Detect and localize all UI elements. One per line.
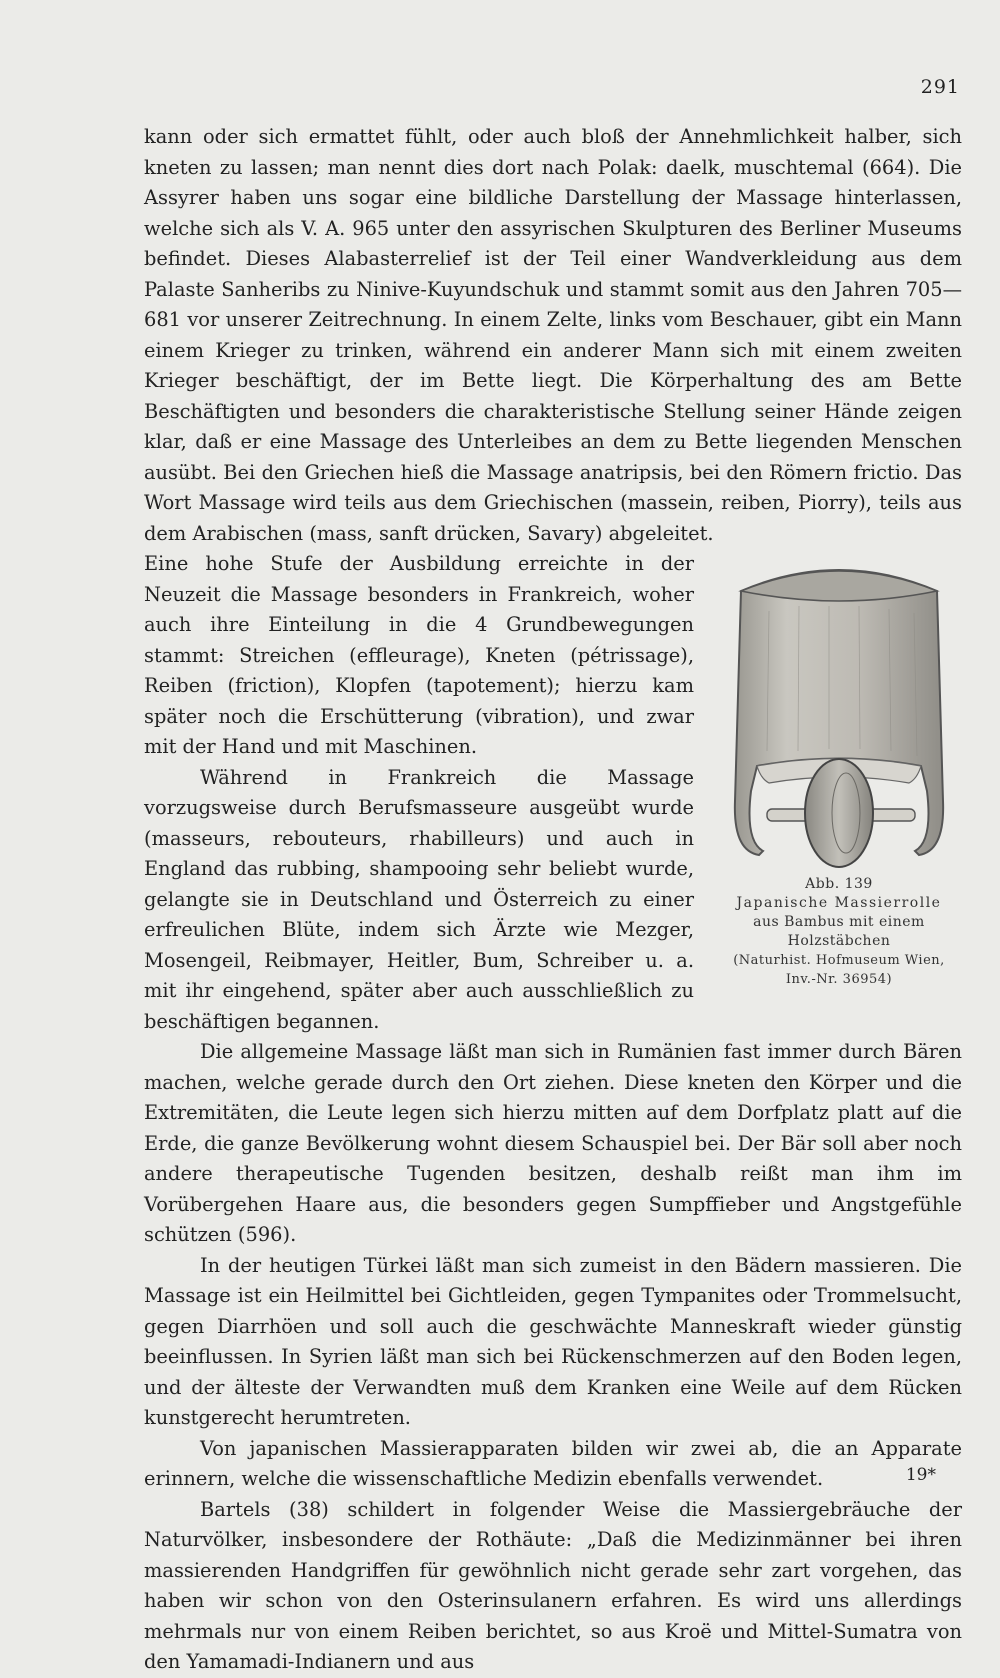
paragraph: Die allgemeine Massage läßt man sich in Rumänien fast immer durch Bären machen, welche gerade durch den Ort ziehen. Diese kneten den Körper und die Extremitäten, die Leute legen sich hierzu mitten auf dem Dorfplatz platt auf die Erde, die ganze Bevölkerung wohnt diesem Schauspiel bei. Der Bär soll aber noch andere therapeutische Tugenden besitzen, deshalb reißt man ihm im Vorübergehen Haare aus, die besonders gegen Sumpffieber und Angstgefühle schützen (596). — [144, 1040, 962, 1246]
figure-label: Abb. 139 — [805, 876, 873, 892]
figure-inventory: Inv.-Nr. 36954) — [785, 972, 893, 987]
sheet-signature: 19* — [905, 1465, 936, 1485]
paragraph: Bartels (38) schildert in folgender Weise die Massiergebräuche der Naturvölker, insbesondere der Rothäute: „Daß die Medizinmänner bei ihren massierenden Handgriffen für gewöhnlich nicht gerade sehr zart vorgehen, das haben wir schon von den Osterinsulanern erfahren. Es wird uns allerdings mehrmals nur von einem Reiben berichtet, so aus Kroë und Mittel-Sumatra von den Yamamadi-Indianern und aus — [144, 1497, 962, 1673]
paragraph: Während in Frankreich die Massage vorzugsweise durch Berufsmasseure ausgeübt wurde (masseurs, rebouteurs, rhabilleurs) und auch in England das rubbing, shampooing sehr beliebt wurde, gelangte sie in Deutschland und Österreich zu einer erfreulichen Blüte, indem sich Ärzte wie Mezger, Mosengeil, Reibmayer, Heitler, Bum, Schreiber u. a. mit ihr eingehend, später aber auch ausschließlich zu beschäftigen begannen. — [144, 765, 694, 1033]
paragraph: In der heutigen Türkei läßt man sich zumeist in den Bädern massieren. Die Massage ist ein Heilmittel bei Gichtleiden, gegen Tympanites oder Trommelsucht, gegen Diarrhöen und soll auch die geschwächte Manneskraft wieder günstig beeinflussen. In Syrien läßt man sich bei Rückenschmerzen auf den Boden legen, und der älteste der Verwandten muß dem Kranken eine Weile auf dem Rücken kunstgerecht herumtreten. — [144, 1253, 962, 1429]
figure-source: (Naturhist. Hofmuseum Wien, — [733, 953, 945, 968]
paragraph: Von japanischen Massierapparaten bilden wir zwei ab, die an Apparate erinnern, welche die wissenschaftliche Medizin ebenfalls verwendet. — [144, 1436, 962, 1490]
body-text — [144, 122, 962, 1678]
figure-title: Japanische Massierrolle — [736, 895, 942, 911]
page-number: 291 — [920, 76, 960, 98]
figure-massage-roller — [708, 551, 970, 1031]
figure-caption — [708, 875, 970, 989]
massage-roller-illustration — [719, 551, 959, 871]
paragraph: Eine hohe Stufe der Ausbildung erreichte in der Neuzeit die Massage besonders in Frankreich, woher auch ihre Einteilung in die 4 Grundbewegungen stammt: Streichen (effleurage), Kneten (pétrissage), Reiben (friction), Klopfen (tapotement); hierzu kam später noch die Erschütterung (vibration), und zwar mit der Hand und mit Maschinen. — [144, 552, 694, 758]
paragraph: kann oder sich ermattet fühlt, oder auch bloß der Annehmlichkeit halber, sich kneten zu lassen; man nennt dies dort nach Polak: daelk, muschtemal (664). Die Assyrer haben uns sogar eine bildliche Darstellung der Massage hinterlassen, welche sich als V. A. 965 unter den assyrischen Skulpturen des Berliner Museums befindet. Dieses Alabasterrelief ist der Teil einer Wandverkleidung aus dem Palaste Sanheribs zu Ninive-Kuyundschuk und stammt somit aus den Jahren 705—681 vor unserer Zeitrechnung. In einem Zelte, links vom Beschauer, gibt ein Mann einem Krieger zu trinken, während ein anderer Mann sich mit einem zweiten Krieger beschäftigt, der im Bette liegt. Die Körperhaltung des am Bette Beschäftigten und besonders die charakteristische Stellung seiner Hände zeigen klar, daß er eine Massage des Unterleibes an dem zu Bette liegenden Menschen ausübt. Bei den Griechen hieß die Massage anatripsis, bei den Römern frictio. Das Wort Massage wird teils aus dem Griechischen (massein, reiben, Piorry), teils aus dem Arabischen (mass, sanft drücken, Savary) abgeleitet. — [144, 125, 962, 545]
figure-description: aus Bambus mit einem Holzstäbchen — [753, 914, 925, 949]
